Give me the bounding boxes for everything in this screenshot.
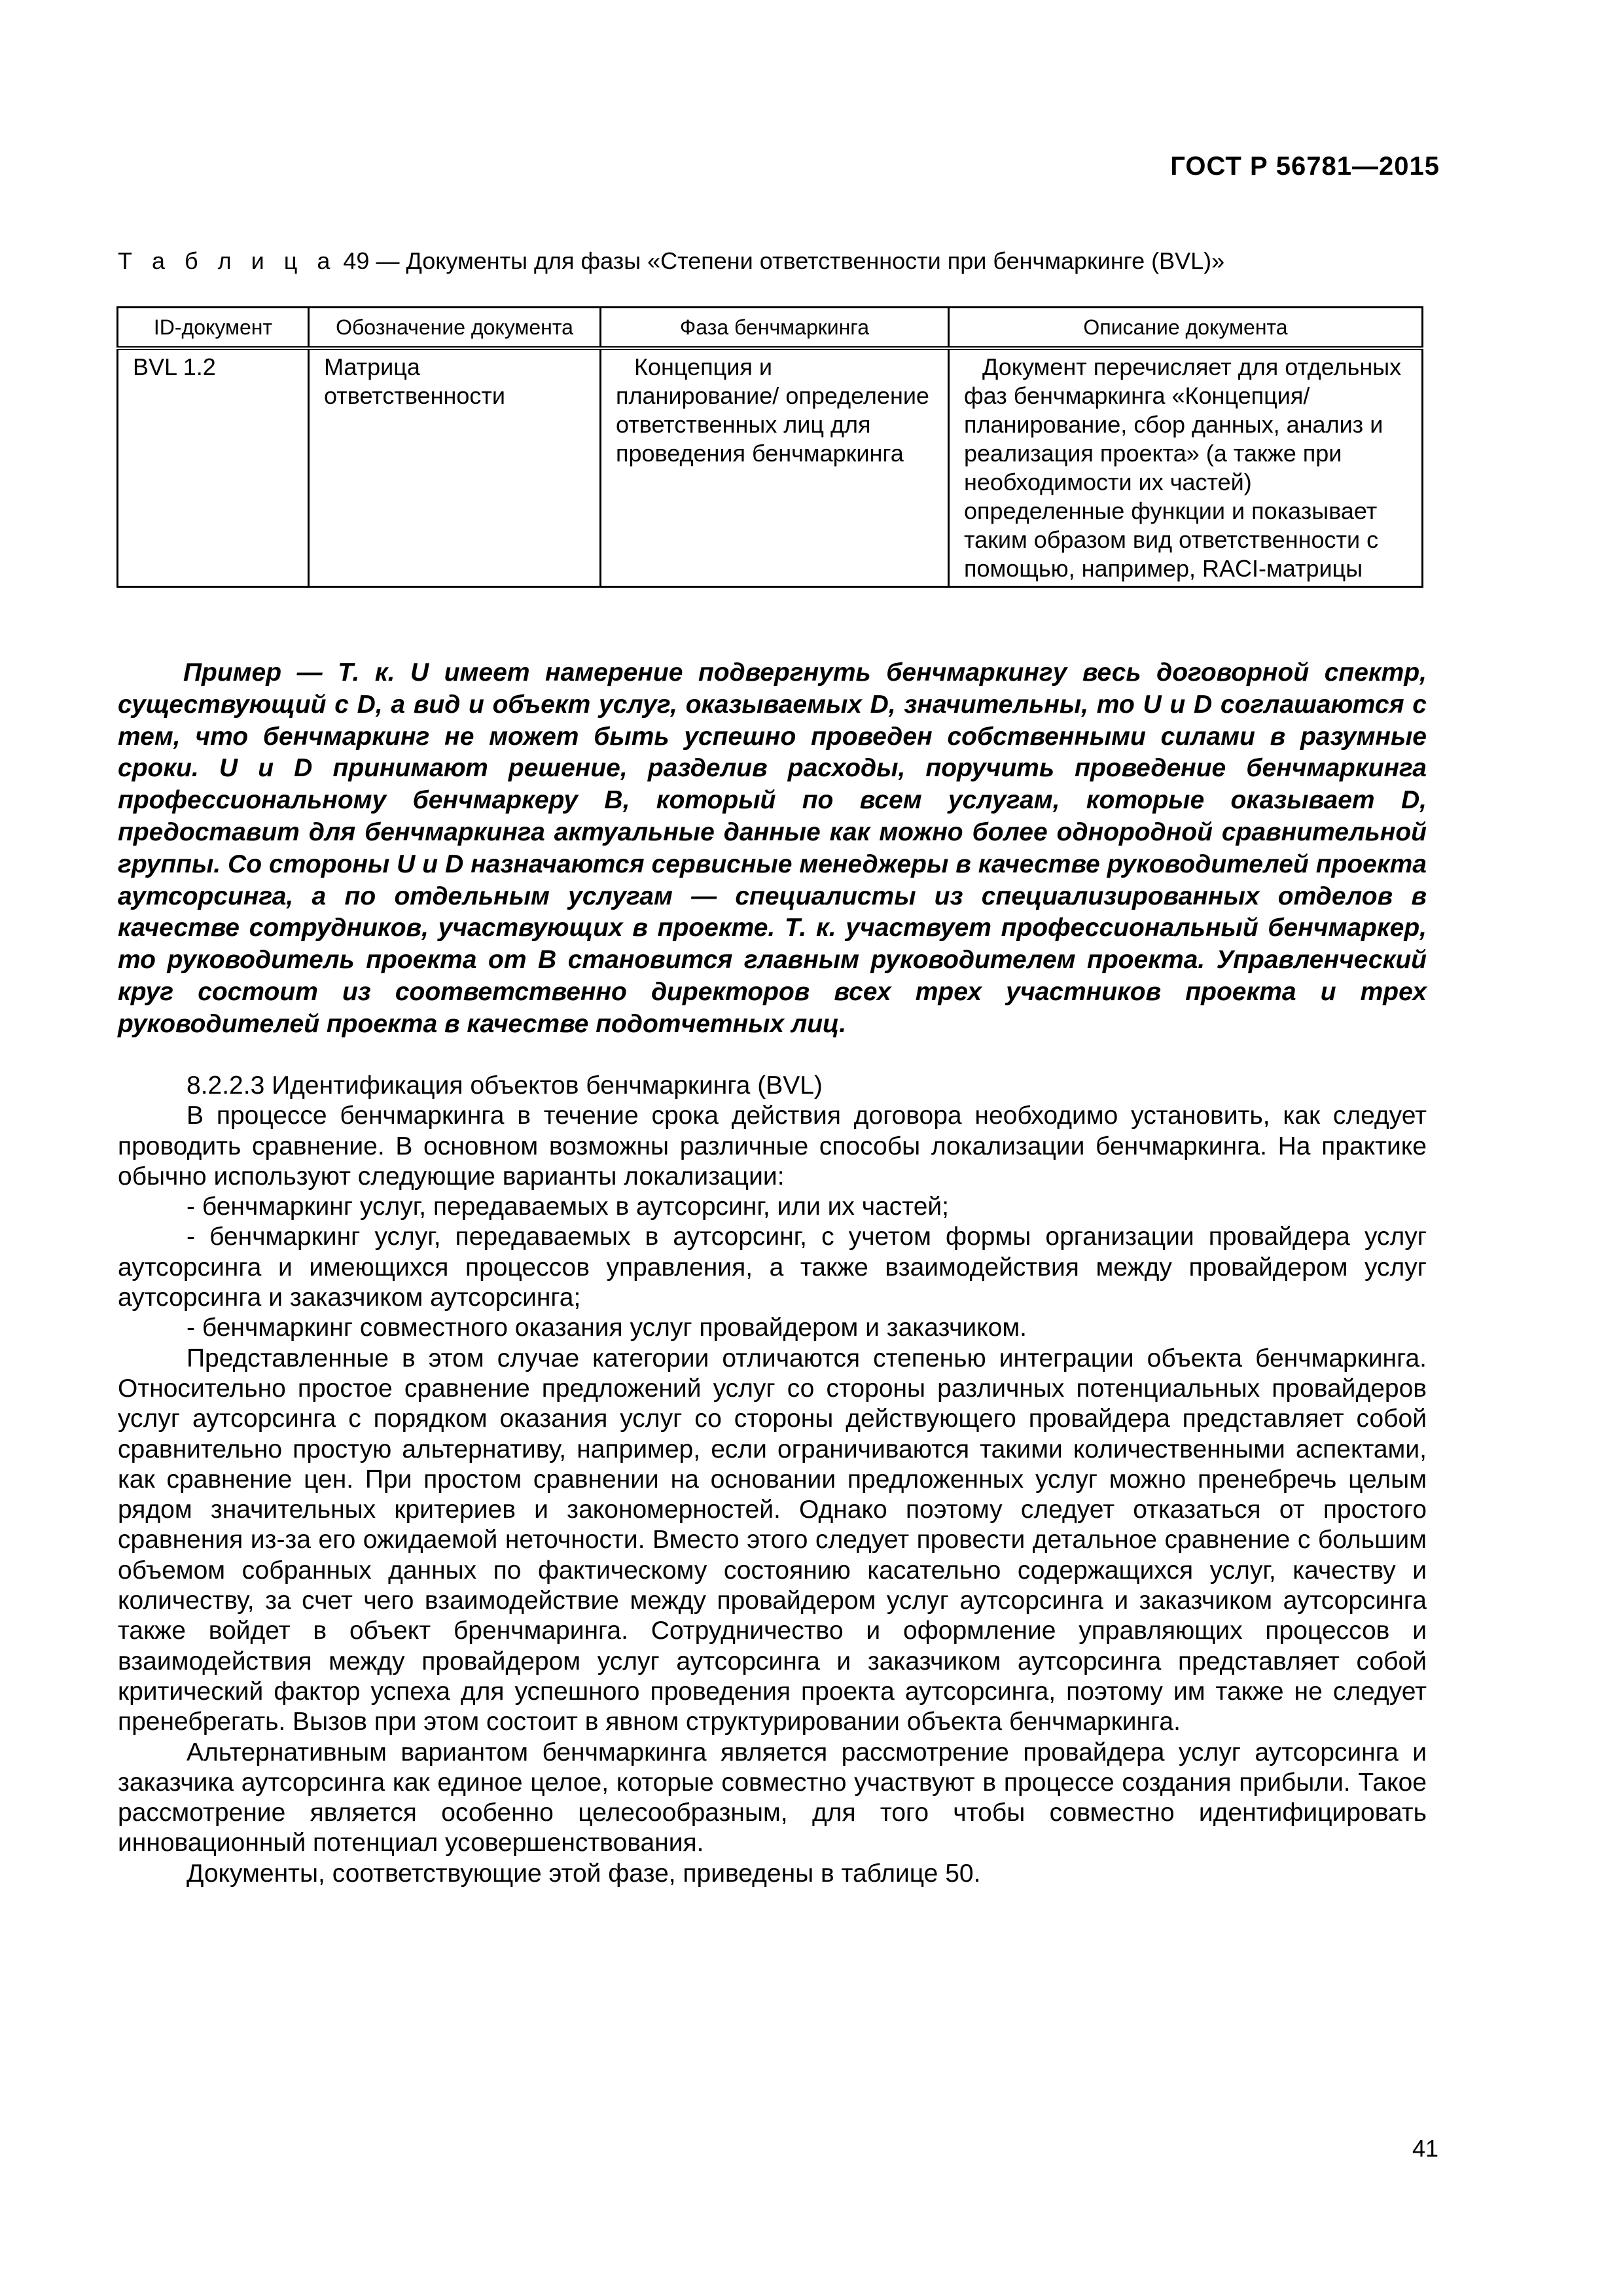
list-item: - бенчмаркинг услуг, передаваемых в аутсорсинг, или их частей;: [187, 1193, 950, 1221]
documents-table: [116, 306, 1423, 588]
body-paragraph: Документы, соответствующие этой фазе, приведены в таблице 50.: [187, 1859, 981, 1888]
table-header-row: [118, 308, 1423, 349]
table-caption-text: 49 — Документы для фазы «Степени ответственности при бенчмаркинге (BVL)»: [336, 247, 1225, 274]
section-heading: 8.2.2.3 Идентификация объектов бенчмаркинга (BVL): [187, 1071, 823, 1100]
table-row: [118, 348, 1423, 587]
cell-document-description: Документ перечисляет для отдельных фаз бенчмаркинга «Концепция/ планирование, сбор данных, анализ и реализация проекта» (а также при необходимости их частей) определенные функции и показывает таким образом вид ответственности с помощью, например, RACI-матрицы: [949, 348, 1423, 587]
example-block: [118, 657, 1427, 1041]
example-paragraph: Пример — Т. к. U имеет намерение подвергнуть бенчмаркингу весь договорной спектр, существующий с D, а вид и объект услуг, оказываемых D, значительны, то U и D соглашаются с тем, что бенчмаркинг не может быть успешно проведен собственными силами в разумные сроки. U и D принимают решение, разделив расходы, поручить проведение бенчмаркинга профессиональному бенчмаркеру B, который по всем услугам, которые оказывает D, предоставит для бенчмаркинга актуальные данные как можно более однородной сравнительной группы. Со стороны U и D назначаются сервисные менеджеры в качестве руководителей проекта аутсорсинга, а по отдельным услугам — специалисты из специализированных отделов в качестве сотрудников, участвующих в проекте. Т. к. участвует профессиональный бенчмаркер, то руководитель проекта от B становится главным руководителем проекта. Управленческий круг состоит из соответственно директоров всех трех участников проекта и трех руководителей проекта в качестве подотчетных лиц.: [118, 658, 1427, 1038]
body-paragraph: Представленные в этом случае категории отличаются степенью интеграции объекта бенчмаркинга. Относительно простое сравнение предложений услуг со стороны различных потенциальных провайдеров услуг аутсорсинга с порядком оказания услуг со стороны действующего провайдера представляет собой сравнительно простую альтернативу, например, если ограничиваются такими количественными аспектами, как сравнение цен. При простом сравнении на основании предложенных услуг можно пренебречь целым рядом значительных критериев и закономерностей. Однако поэтому следует отказаться от простого сравнения из-за его ожидаемой неточности. Вместо этого следует провести детальное сравнение с большим объемом собранных данных по фактическому состоянию касательно содержащихся услуг, качеству и количеству, за счет чего взаимодействие между провайдером услуг аутсорсинга и заказчиком аутсорсинга также войдет в объект бренчмаринга. Сотрудничество и оформление управляющих процессов и взаимодействия между провайдером услуг аутсорсинга и заказчиком аутсорсинга представляет собой критический фактор успеха для успешного проведения проекта аутсорсинга, поэтому им также не следует пренебрегать. Вызов при этом состоит в явном структурировании объекта бенчмаркинга.: [118, 1344, 1427, 1736]
body-text: [118, 1071, 1427, 1889]
list-item: - бенчмаркинг совместного оказания услуг провайдером и заказчиком.: [187, 1314, 1027, 1342]
list-item: - бенчмаркинг услуг, передаваемых в аутсорсинг, с учетом формы организации провайдера услуг аутсорсинга и имеющихся процессов управления, а также взаимодействия между провайдером услуг аутсорсинга и заказчиком аутсорсинга;: [118, 1223, 1427, 1312]
body-paragraph: В процессе бенчмаркинга в течение срока действия договора необходимо установить, как следует проводить сравнение. В основном возможны различные способы локализации бенчмаркинга. На практике обычно используют следующие варианты локализации:: [118, 1102, 1427, 1191]
table-caption: [118, 247, 1427, 275]
column-header-name: Обозначение документа: [309, 308, 601, 349]
page-number: 41: [1412, 2135, 1438, 2162]
column-header-phase: Фаза бенчмаркинга: [601, 308, 949, 349]
standard-id-header: ГОСТ Р 56781—2015: [1170, 152, 1440, 181]
cell-document-name: Матрица ответственности: [309, 348, 601, 587]
cell-benchmarking-phase: Концепция и планирование/ определение ответственных лиц для проведения бенчмаркинга: [601, 348, 949, 587]
body-paragraph: Альтернативным вариантом бенчмаркинга является рассмотрение провайдера услуг аутсорсинга и заказчика аутсорсинга как единое целое, которые совместно участвуют в процессе создания прибыли. Такое рассмотрение является особенно целесообразным, для того чтобы совместно идентифицировать инновационный потенциал усовершенствования.: [118, 1738, 1427, 1857]
cell-document-id: BVL 1.2: [118, 348, 309, 587]
table-caption-label: Т а б л и ц а: [118, 247, 337, 274]
column-header-id: ID-документ: [118, 308, 309, 349]
column-header-description: Описание документа: [949, 308, 1423, 349]
